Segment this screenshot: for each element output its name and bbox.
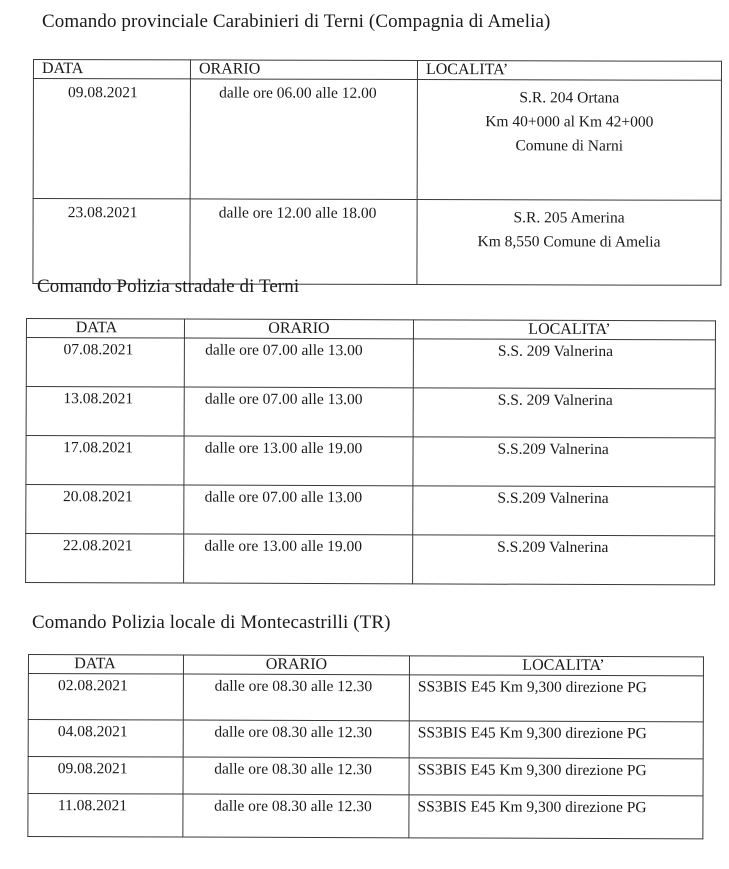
table-row	[28, 720, 703, 759]
cell-data: 11.08.2021	[28, 794, 183, 838]
header-data: DATA	[33, 60, 190, 79]
cell-data: 09.08.2021	[28, 757, 183, 795]
localita-line: Km 40+000 al Km 42+000	[485, 113, 654, 131]
table-header-row	[33, 60, 721, 81]
section-title-polizia-stradale: Comando Polizia stradale di Terni	[37, 276, 300, 297]
polizia-stradale-schedule-table	[25, 318, 716, 585]
table-header-row	[28, 655, 703, 676]
cell-localita: S.S.209 Valnerina	[413, 535, 715, 585]
header-localita: LOCALITA’	[409, 656, 703, 676]
localita-line: Comune di Narni	[515, 137, 624, 155]
table-row	[26, 387, 715, 438]
cell-localita: SS3BIS E45 Km 9,300 direzione PG	[409, 758, 703, 796]
header-orario: ORARIO	[183, 655, 409, 675]
cell-orario: dalle ore 07.00 alle 13.00	[184, 387, 413, 437]
cell-data: 20.08.2021	[26, 485, 184, 535]
table-row	[26, 338, 715, 389]
localita-line: Km 8,550 Comune di Amelia	[477, 233, 661, 251]
section-title-carabinieri: Comando provinciale Carabinieri di Terni (Compagnia di Amelia)	[42, 11, 551, 32]
table-row	[26, 436, 715, 487]
table-row	[28, 794, 703, 839]
cell-orario: dalle ore 13.00 alle 19.00	[184, 436, 413, 486]
table-row	[26, 485, 715, 536]
cell-localita: S.S. 209 Valnerina	[413, 339, 715, 389]
header-orario: ORARIO	[190, 60, 417, 80]
cell-data: 04.08.2021	[28, 720, 183, 758]
cell-orario: dalle ore 08.30 alle 12.30	[183, 757, 409, 795]
cell-localita: SS3BIS E45 Km 9,300 direzione PG	[409, 675, 703, 722]
cell-orario: dalle ore 08.30 alle 12.30	[183, 794, 409, 838]
cell-data: 22.08.2021	[26, 534, 184, 584]
carabinieri-schedule-table	[32, 59, 722, 286]
cell-orario: dalle ore 07.00 alle 13.00	[184, 338, 413, 388]
cell-data: 09.08.2021	[33, 79, 190, 199]
section-title-polizia-locale: Comando Polizia locale di Montecastrilli (TR)	[32, 612, 391, 633]
cell-data: 07.08.2021	[26, 338, 184, 388]
table-row	[28, 757, 703, 796]
cell-orario: dalle ore 13.00 alle 19.00	[184, 534, 413, 584]
cell-data: 17.08.2021	[26, 436, 184, 486]
cell-localita: S.S. 209 Valnerina	[413, 388, 715, 438]
header-localita: LOCALITA’	[417, 61, 721, 81]
localita-line: S.R. 204 Ortana	[519, 89, 620, 107]
table-header-row	[26, 319, 715, 340]
table-row	[33, 199, 721, 286]
table-row	[26, 534, 715, 585]
header-localita: LOCALITA’	[413, 320, 715, 340]
header-data: DATA	[26, 319, 184, 339]
cell-orario: dalle ore 08.30 alle 12.30	[183, 720, 409, 758]
cell-orario: dalle ore 06.00 alle 12.00	[190, 79, 417, 200]
cell-localita	[417, 200, 721, 286]
table-row	[28, 674, 703, 722]
header-data: DATA	[28, 655, 183, 675]
cell-orario: dalle ore 08.30 alle 12.30	[183, 674, 409, 721]
cell-localita: SS3BIS E45 Km 9,300 direzione PG	[409, 795, 703, 839]
localita-line: S.R. 205 Amerina	[513, 209, 625, 227]
header-orario: ORARIO	[184, 319, 413, 339]
cell-localita	[417, 80, 721, 201]
cell-localita: S.S.209 Valnerina	[413, 486, 715, 536]
cell-localita: SS3BIS E45 Km 9,300 direzione PG	[409, 721, 703, 759]
cell-data: 02.08.2021	[28, 674, 183, 721]
cell-orario: dalle ore 07.00 alle 13.00	[184, 485, 413, 535]
table-row	[33, 79, 721, 201]
cell-data: 23.08.2021	[33, 199, 190, 284]
cell-data: 13.08.2021	[26, 387, 184, 437]
polizia-locale-schedule-table	[27, 654, 704, 839]
cell-orario: dalle ore 12.00 alle 18.00	[190, 199, 417, 285]
cell-localita: S.S.209 Valnerina	[413, 437, 715, 487]
